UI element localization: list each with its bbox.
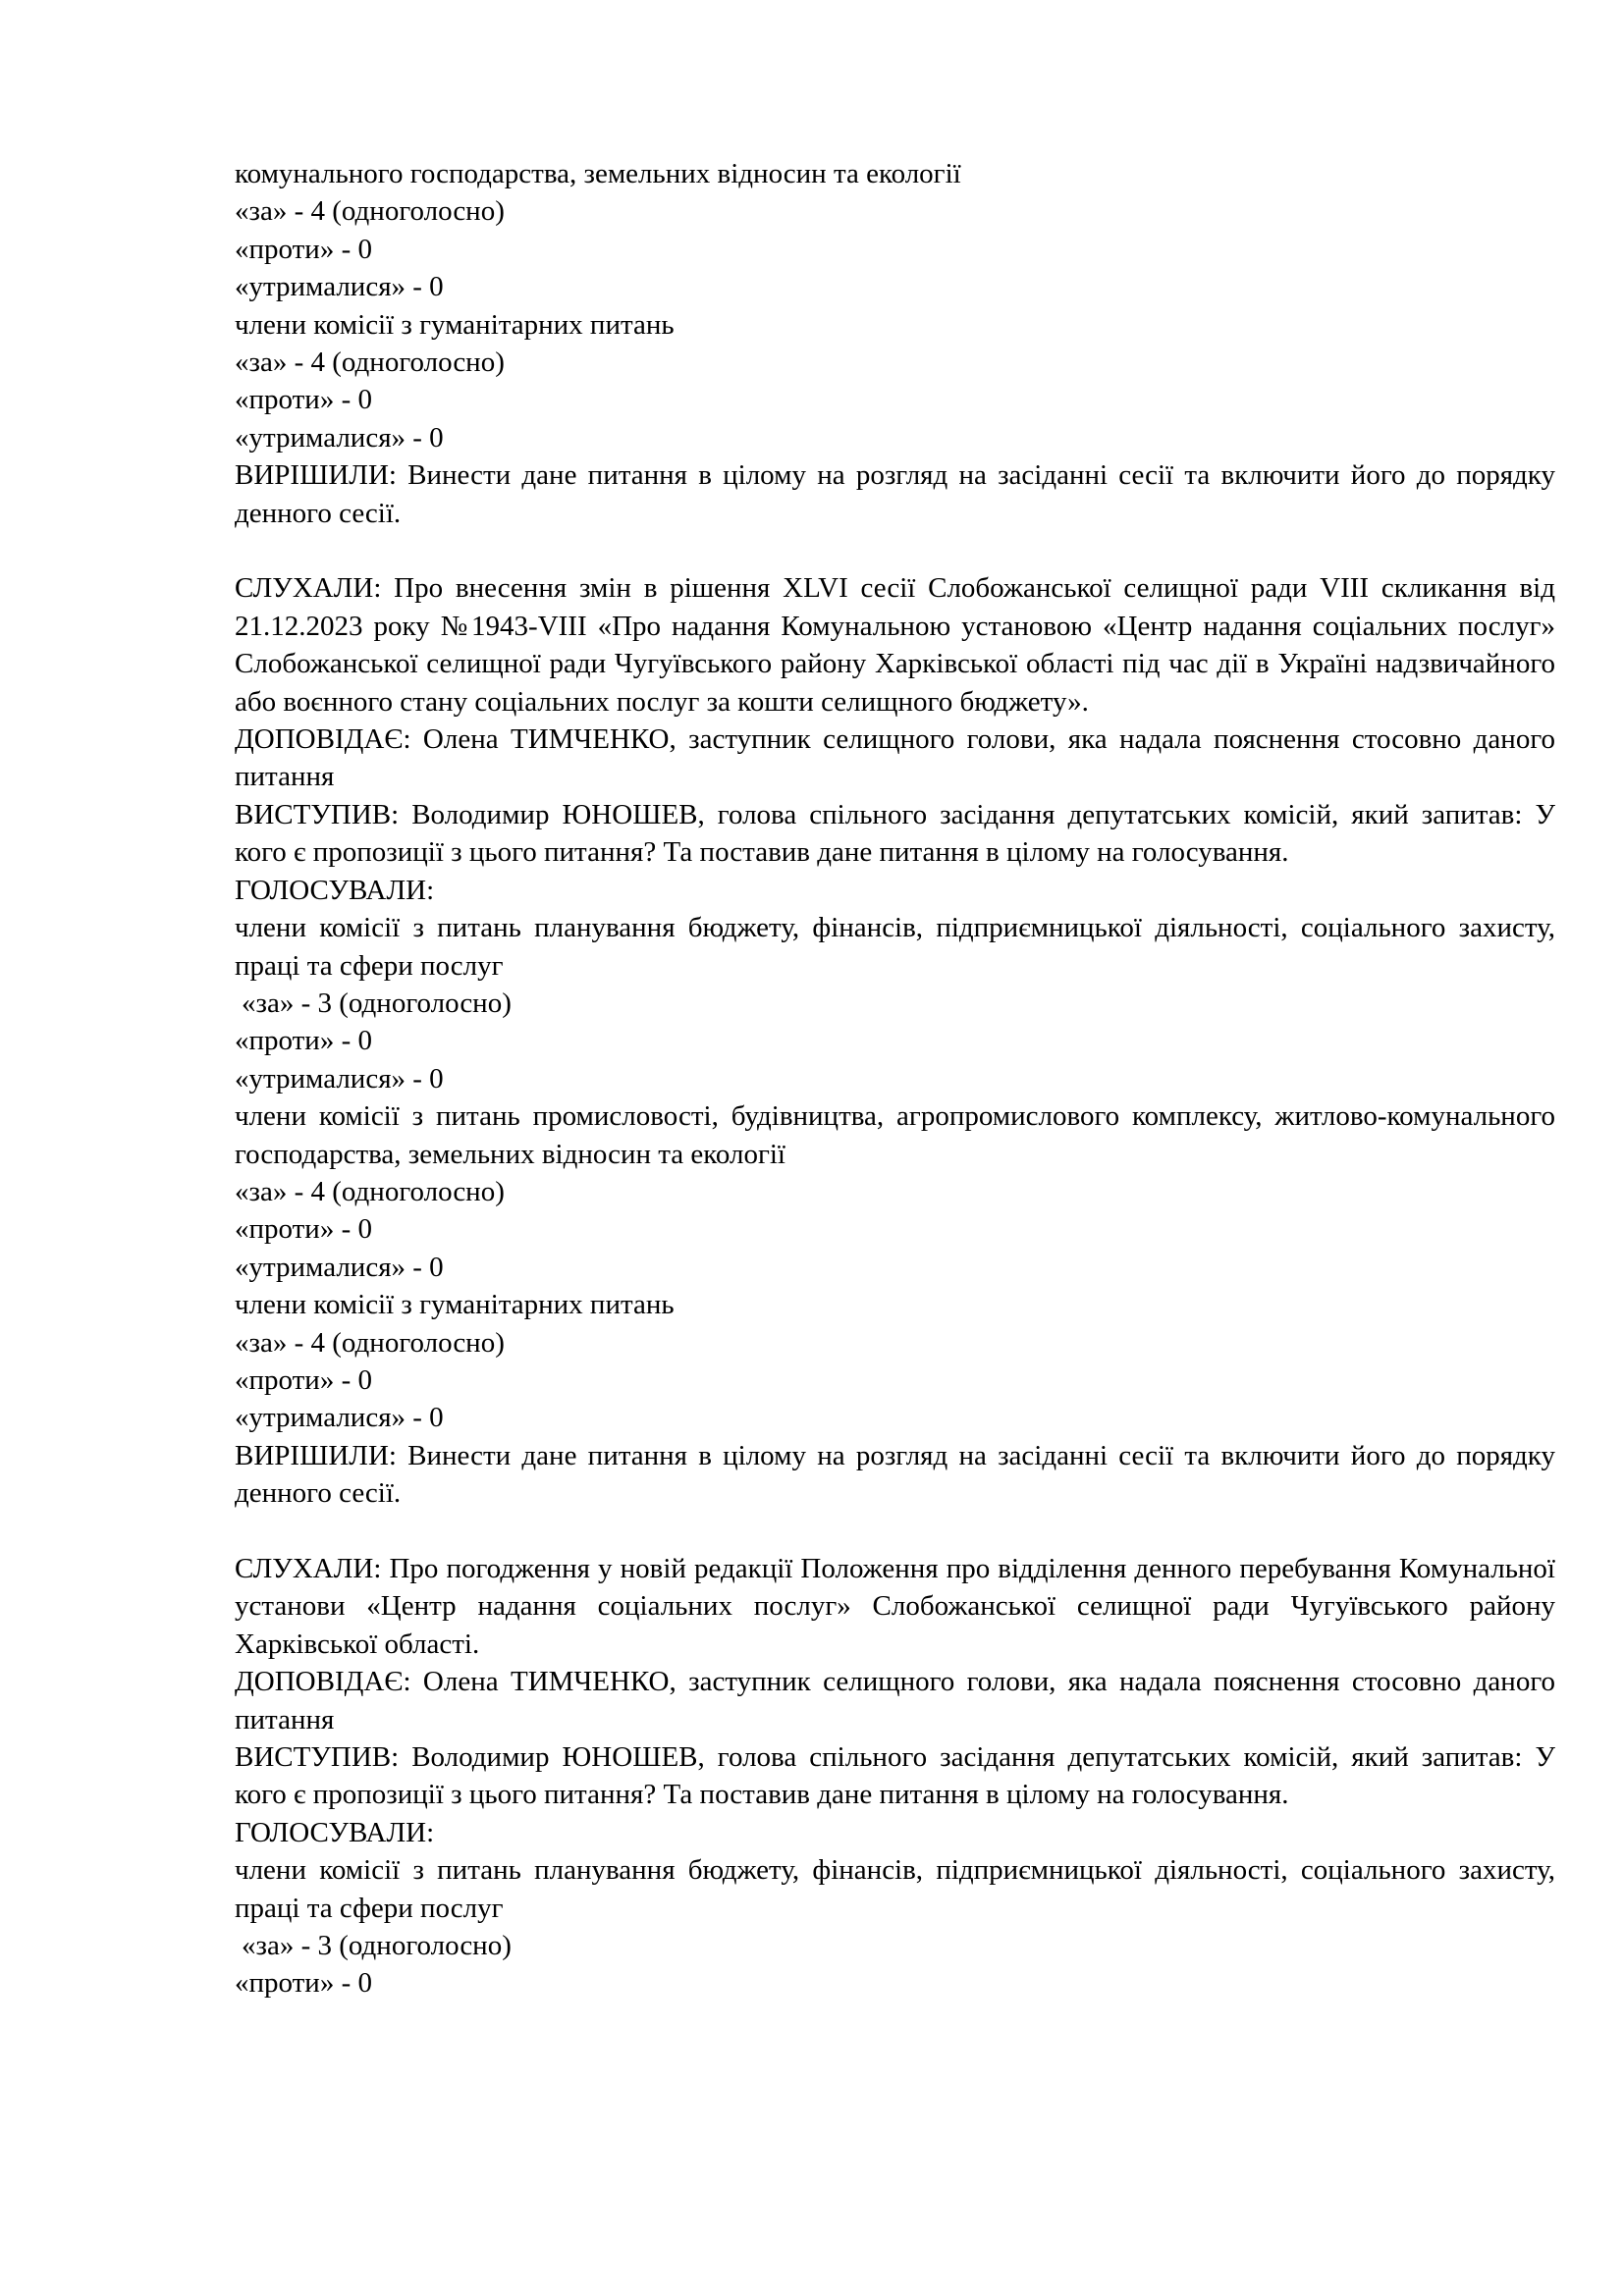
agenda-item-2 [235, 1550, 1555, 2002]
vote-against: «проти» - 0 [235, 1025, 372, 1057]
vote-for: «за» - 4 (одноголосно) [235, 195, 505, 228]
document-page [235, 155, 1555, 2002]
committee-budget: члени комісії з питань планування бюджету, фінансів, підприємницької діяльності, соціального захисту, праці та сфери послуг [235, 1854, 1555, 1924]
vote-for: «за» - 3 (одноголосно) [242, 1930, 512, 1962]
vote-abstained: «утрималися» - 0 [235, 1251, 444, 1283]
voted-heading: ГОЛОСУВАЛИ: [235, 1816, 435, 1848]
vote-for: «за» - 4 (одноголосно) [235, 1326, 505, 1359]
vote-against: «проти» - 0 [235, 1967, 372, 2000]
decision: ВИРІШИЛИ: Винести дане питання в цілому на розгляд на засіданні сесії та включити його до порядку денного сесії. [235, 1439, 1555, 1510]
committee-budget: члени комісії з питань планування бюджету, фінансів, підприємницької діяльності, соціального захисту, праці та сфери послуг [235, 912, 1555, 982]
vote-for: «за» - 3 (одноголосно) [242, 987, 512, 1019]
spoke: ВИСТУПИВ: Володимир ЮНОШЕВ, голова спільного засідання депутатських комісій, який запитав: У кого є пропозиції з цього питання? Та поставив дане питання в цілому на голосування. [235, 798, 1555, 869]
vote-against: «проти» - 0 [235, 384, 372, 416]
reports: ДОПОВІДАЄ: Олена ТИМЧЕНКО, заступник селищного голови, яка надала пояснення стосовно даного питання [235, 723, 1555, 793]
committee-humanitarian: члени комісії з гуманітарних питань [235, 1289, 675, 1321]
heard: СЛУХАЛИ: Про погодження у новій редакції Положення про відділення денного перебування Комунальної установи «Центр надання соціальних послуг» Слобожанської селищної ради Чугуївського району Харківської області. [235, 1553, 1555, 1660]
reports: ДОПОВІДАЄ: Олена ТИМЧЕНКО, заступник селищного голови, яка надала пояснення стосовно даного питання [235, 1666, 1555, 1735]
top-block [235, 155, 1555, 532]
vote-for: «за» - 4 (одноголосно) [235, 1175, 505, 1207]
decision: ВИРІШИЛИ: Винести дане питання в цілому на розгляд на засіданні сесії та включити його до порядку денного сесії. [235, 459, 1555, 529]
paragraph-gap [235, 1513, 1555, 1550]
vote-for: «за» - 4 (одноголосно) [235, 347, 505, 379]
committee-line: комунального господарства, земельних відносин та екології [235, 158, 961, 189]
committee-line: члени комісії з гуманітарних питань [235, 308, 675, 341]
heard: СЛУХАЛИ: Про внесення змін в рішення XLVI сесії Слобожанської селищної ради VIII скликання від 21.12.2023 року №1943-VIII «Про надання Комунальною установою «Центр надання соціальних послуг» Слобожанської селищної ради Чугуївського району Харківської області під час дії в Україні надзвичайного або воєнного стану соціальних послуг за кошти селищного бюджету». [235, 572, 1555, 718]
vote-against: «проти» - 0 [235, 233, 372, 265]
voted-heading: ГОЛОСУВАЛИ: [235, 874, 435, 906]
committee-industry: члени комісії з питань промисловості, будівництва, агропромислового комплексу, житлово-комунального господарства, земельних відносин та екології [235, 1100, 1555, 1170]
spoke: ВИСТУПИВ: Володимир ЮНОШЕВ, голова спільного засідання депутатських комісій, який запитав: У кого є пропозиції з цього питання? Та поставив дане питання в цілому на голосування. [235, 1741, 1555, 1811]
vote-abstained: «утрималися» - 0 [235, 271, 444, 303]
vote-abstained: «утрималися» - 0 [235, 421, 444, 454]
vote-abstained: «утрималися» - 0 [235, 1402, 444, 1434]
paragraph-gap [235, 532, 1555, 569]
vote-against: «проти» - 0 [235, 1363, 372, 1396]
vote-abstained: «утрималися» - 0 [235, 1062, 444, 1095]
vote-against: «проти» - 0 [235, 1213, 372, 1246]
agenda-item-1 [235, 569, 1555, 1512]
